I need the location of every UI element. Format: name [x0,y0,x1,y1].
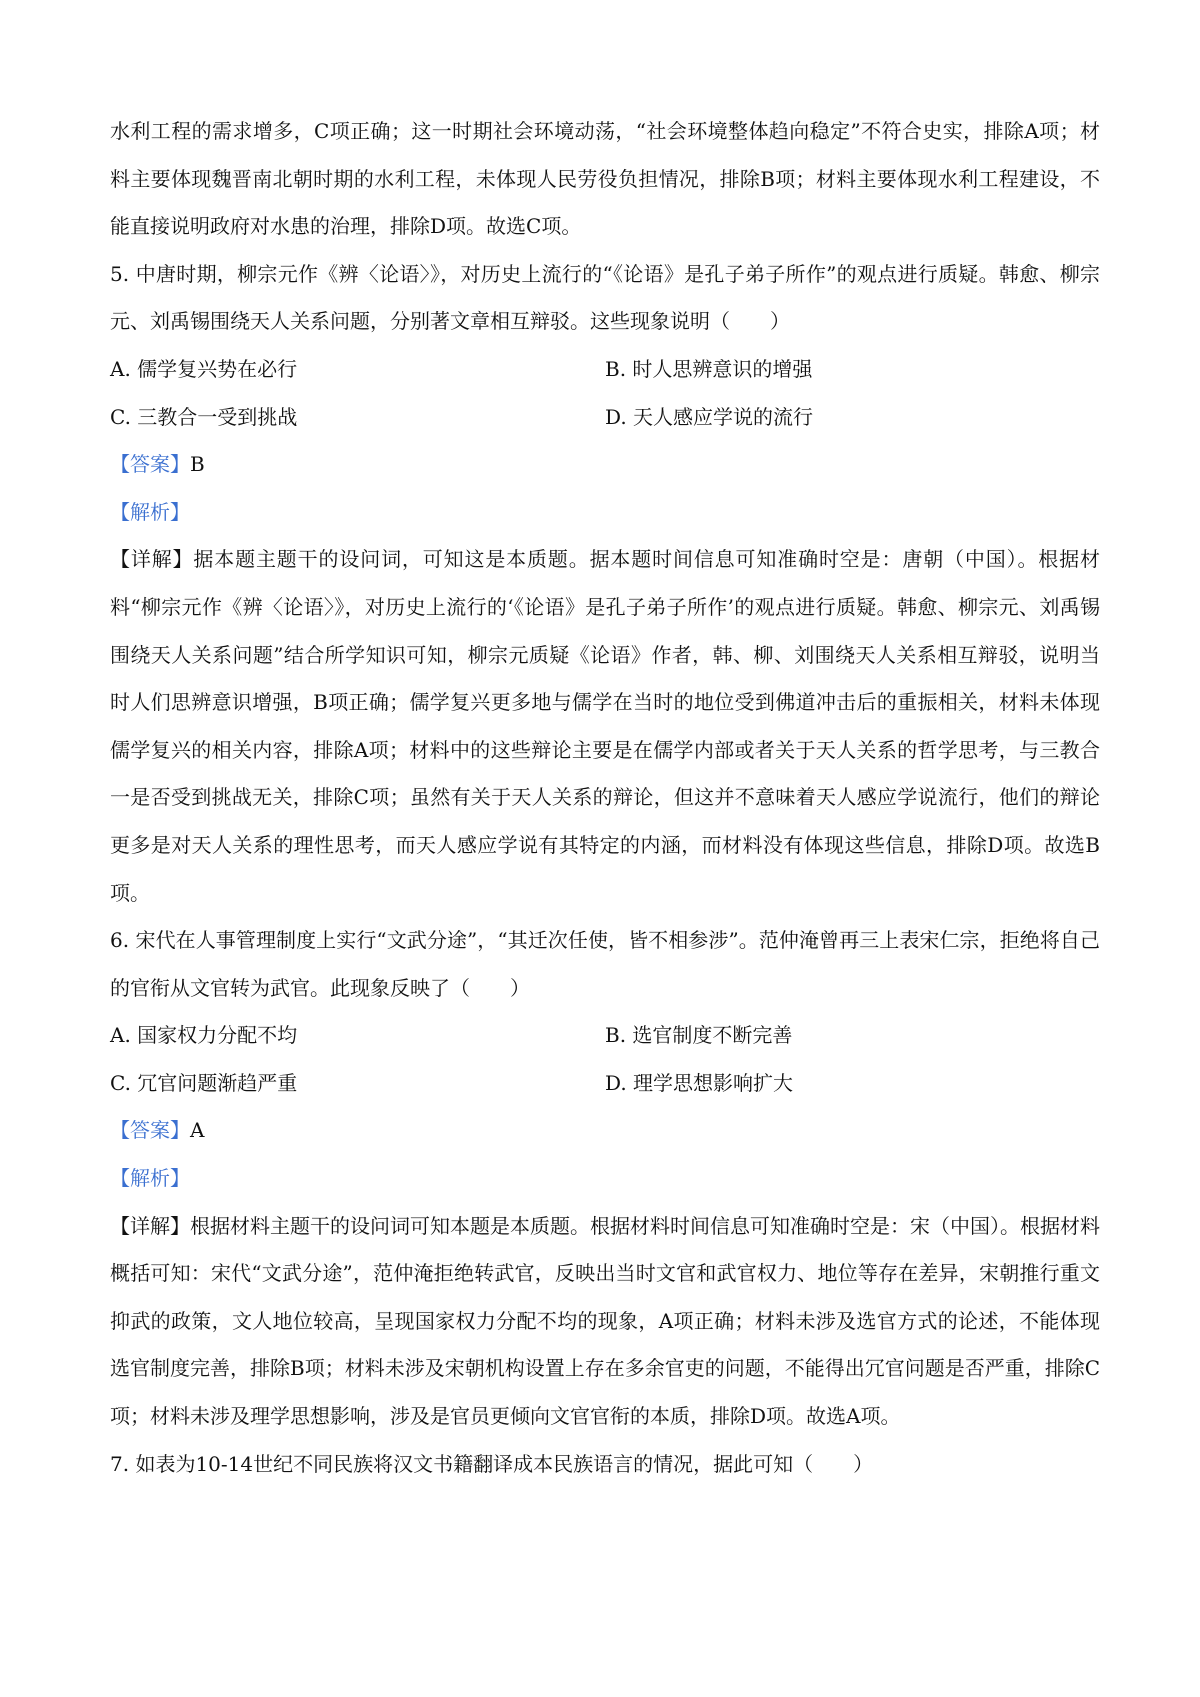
question-6-option-d: D. 理学思想影响扩大 [605,1070,794,1095]
question-7-stem: 7. 如表为10-14世纪不同民族将汉文书籍翻译成本民族语言的情况，据此可知（ ） [110,1451,874,1476]
question-6-option-b: B. 选官制度不断完善 [605,1023,793,1048]
question-5-option-c: C. 三教合一受到挑战 [110,404,298,429]
question-6-option-a: A. 国家权力分配不均 [110,1023,298,1048]
question-5-stem: 5. 中唐时期，柳宗元作《辨〈论语〉》，对历史上流行的“《论语》是孔子弟子所作”的观点进行质疑。韩愈、柳宗元、刘禹锡围绕天人关系问题，分别著文章相互辩驳。这些现象说明（ ） [110,261,1100,334]
question-5-option-a: A. 儒学复兴势在必行 [110,356,298,381]
question-6-option-c: C. 冗官问题渐趋严重 [110,1070,298,1095]
question-6-detail [110,1203,1100,1441]
detail-tag: 【详解】 [110,1213,190,1238]
carryover-paragraph: 水利工程的需求增多，C项正确；这一时期社会环境动荡，“社会环境整体趋向稳定”不符合史实，排除A项；材料主要体现魏晋南北朝时期的水利工程，未体现人民劳役负担情况，排除B项；材料主要体现水利工程建设，不能直接说明政府对水患的治理，排除D项。故选C项。 [110,119,1100,239]
document-body [110,108,1100,1488]
question-5-option-b: B. 时人思辨意识的增强 [605,356,813,381]
detail-text: 据本题主题干的设问词，可知这是本质题。据本题时间信息可知准确时空是：唐朝（中国）。根据材料“柳宗元作《辨〈论语〉》，对历史上流行的‘《论语》是孔子弟子所作’的观点进行质疑。韩愈、柳宗元、刘禹锡围绕天人关系问题”结合所学知识可知，柳宗元质疑《论语》作者，韩、柳、刘围绕天人关系相互辩驳，说明当时人们思辨意识增强，B项正确；儒学复兴更多地与儒学在当时的地位受到佛道冲击后的重振相关，材料未体现儒学复兴的相关内容，排除A项；材料中的这些辩论主要是在儒学内部或者关于天人关系的哲学思考，与三教合一是否受到挑战无关，排除C项；虽然有关于天人关系的辩论，但这并不意味着天人感应学说流行，他们的辩论更多是对天人关系的理性思考，而天人感应学说有其特定的内涵，而材料没有体现这些信息，排除D项。故选B项。 [110,547,1101,905]
detail-tag: 【详解】 [110,547,194,572]
answer-value: B [190,452,205,477]
question-5-option-d: D. 天人感应学说的流行 [605,404,814,429]
question-5-detail [110,536,1100,917]
question-5-analysis-tag: 【解析】 [110,499,190,524]
answer-tag: 【答案】 [110,452,190,477]
answer-tag: 【答案】 [110,1118,190,1143]
question-6-stem: 6. 宋代在人事管理制度上实行“文武分途”，“其迁次任使，皆不相参涉”。范仲淹曾再三上表宋仁宗，拒绝将自己的官衔从文官转为武官。此现象反映了（ ） [110,928,1100,1000]
answer-value: A [190,1118,205,1143]
question-5-answer [110,441,1100,489]
detail-text: 根据材料主题干的设问词可知本题是本质题。根据材料时间信息可知准确时空是：宋（中国）。根据材料概括可知：宋代“文武分途”，范仲淹拒绝转武官，反映出当时文官和武官权力、地位等存在差异，宋朝推行重文抑武的政策，文人地位较高，呈现国家权力分配不均的现象，A项正确；材料未涉及选官方式的论述，不能体现选官制度完善，排除B项；材料未涉及宋朝机构设置上存在多余官吏的问题，不能得出冗官问题是否严重，排除C项；材料未涉及理学思想影响，涉及是官员更倾向文官官衔的本质，排除D项。故选A项。 [110,1213,1100,1429]
question-6-analysis-tag: 【解析】 [110,1166,190,1191]
question-6-answer [110,1107,1100,1155]
question-6-options [110,1012,1100,1107]
question-5-options [110,346,1100,441]
